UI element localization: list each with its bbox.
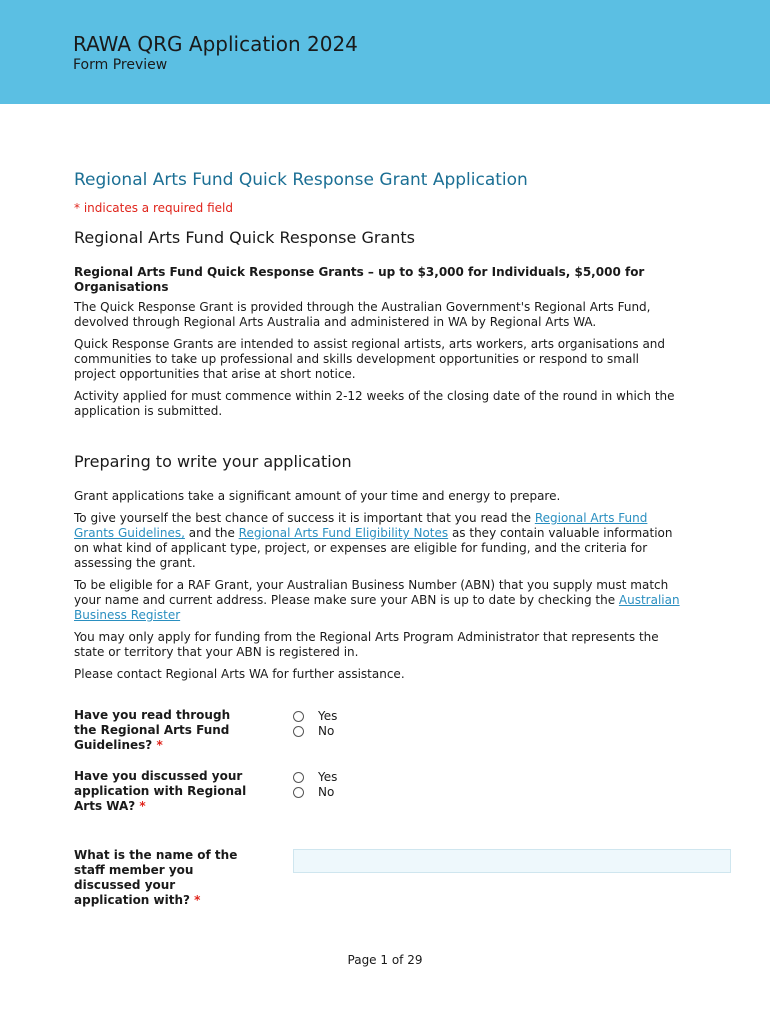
staff-member-input[interactable] [293,849,731,873]
paragraph-contact: Please contact Regional Arts WA for further assistance. [74,667,405,681]
required-star: * [156,738,163,752]
guidelines-link[interactable]: Regional Arts Fund Grants Guidelines, [74,511,648,540]
business-register-link[interactable]: Australian Business Register [74,593,680,622]
paragraph-time: Grant applications take a significant amount of your time and energy to prepare. [74,489,561,503]
question-read-guidelines [74,708,734,769]
grant-amount-heading: Regional Arts Fund Quick Response Grants – up to $3,000 for Individuals, $5,000 for Organisations [74,265,645,294]
radio-button[interactable] [293,726,304,737]
required-field-note: * indicates a required field [74,201,233,215]
paragraph-purpose: Quick Response Grants are intended to assist regional artists, arts workers, arts organisations and communities to take up professional and skills development opportunities or respond to small project opportunities that arise at short notice. [74,337,666,381]
radio-option-yes[interactable] [293,709,337,724]
text-fragment: and the [184,526,239,540]
radio-label: No [318,785,335,799]
question-text: Have you discussed your application with Regional Arts WA? [74,769,247,813]
section-title-grants: Regional Arts Fund Quick Response Grants [74,228,415,247]
radio-label: Yes [318,709,338,723]
text-fragment: To give yourself the best chance of success it is important that you read the [74,511,535,525]
radio-button[interactable] [293,772,304,783]
text-fragment: To be eligible for a RAF Grant, your Australian Business Number (ABN) that you supply must match your name and current address. Please make sure your ABN is up to date by checking the [74,578,669,607]
eligibility-notes-link[interactable]: Regional Arts Fund Eligibility Notes [238,526,449,540]
page-subtitle: Form Preview [73,57,168,73]
paragraph-guidelines [74,511,684,571]
radio-button[interactable] [293,787,304,798]
question-label [74,769,254,814]
radio-button[interactable] [293,711,304,722]
radio-group [293,770,337,800]
question-text: What is the name of the staff member you discussed your application with? [74,848,238,907]
radio-label: Yes [318,770,338,784]
text-fragment: as they contain valuable information on what kind of applicant type, project, or expenses are eligible for funding, and the criteria for assessing the grant. [74,526,673,570]
required-star: * [194,893,201,907]
paragraph-state: You may only apply for funding from the Regional Arts Program Administrator that represents the state or territory that your ABN is registered in. [74,630,659,659]
staff-member-label [74,848,254,908]
header-banner [0,0,770,104]
paragraph-activity: Activity applied for must commence within 2-12 weeks of the closing date of the round in which the application is submitted. [74,389,675,418]
radio-option-no[interactable] [293,724,337,739]
section-title-preparing: Preparing to write your application [74,452,352,471]
form-title: Regional Arts Fund Quick Response Grant Application [74,170,528,190]
radio-questions [74,708,734,830]
radio-label: No [318,724,335,738]
radio-option-no[interactable] [293,785,337,800]
page-title: RAWA QRG Application 2024 [73,32,358,56]
radio-group [293,709,337,739]
required-star: * [139,799,146,813]
question-label [74,708,254,753]
page-number: Page 1 of 29 [347,953,423,967]
paragraph-intro: The Quick Response Grant is provided through the Australian Government's Regional Arts Fund, devolved through Regional Arts Australia and administered in WA by Regional Arts WA. [74,300,651,329]
paragraph-abn [74,578,684,623]
question-text: Have you read through the Regional Arts Fund Guidelines? [74,708,231,752]
question-discussed [74,769,734,830]
radio-option-yes[interactable] [293,770,337,785]
form-content [74,170,684,689]
